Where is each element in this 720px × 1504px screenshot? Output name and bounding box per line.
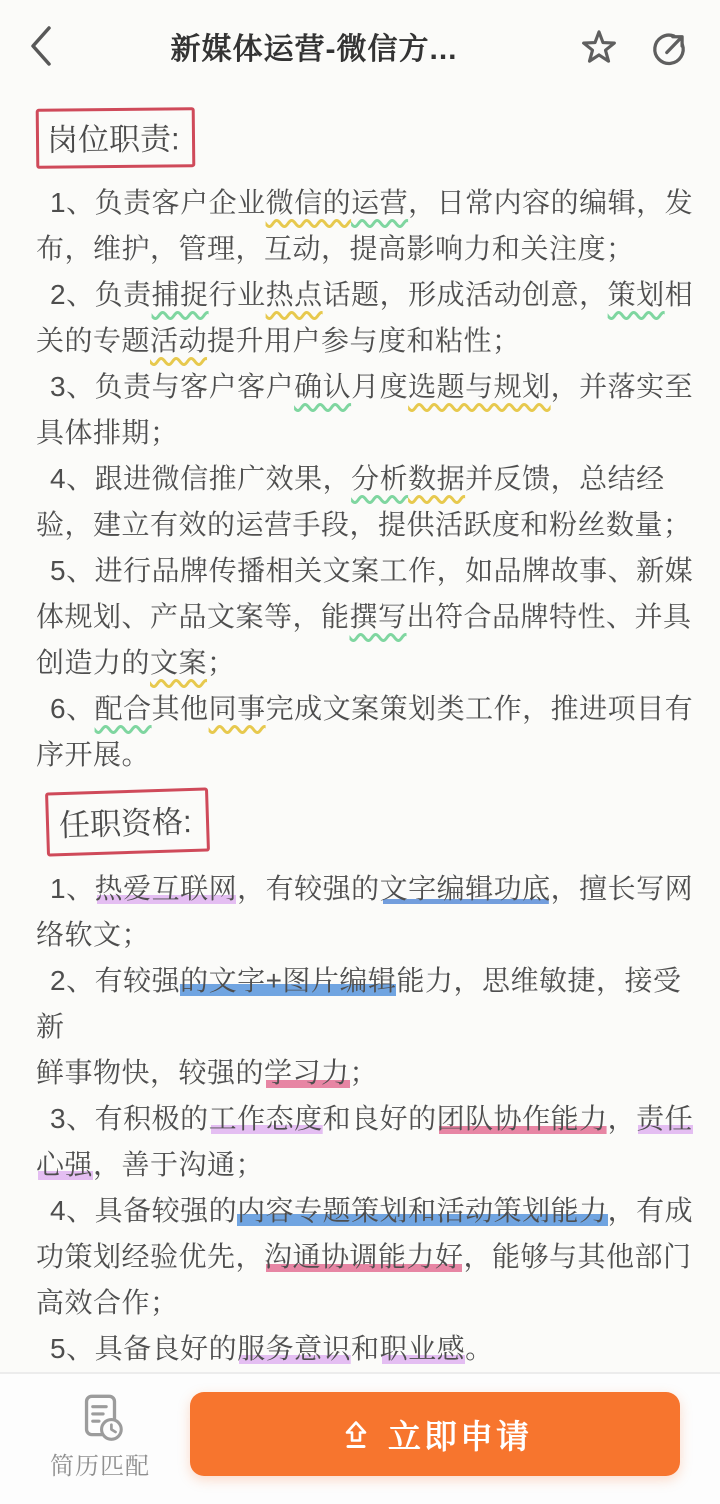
text-segment: 1、 bbox=[50, 873, 95, 904]
annotated-text-segment: 学习力 bbox=[264, 1057, 350, 1088]
text-segment: ，日常内容的编辑，发 bbox=[408, 187, 694, 218]
annotated-text-segment: 运营 bbox=[351, 187, 409, 218]
annotated-text-segment: 职业感 bbox=[379, 1333, 466, 1364]
text-segment: 2、负责 bbox=[50, 279, 152, 310]
jd-item bbox=[36, 548, 702, 686]
annotated-text-segment: 热点 bbox=[265, 279, 323, 310]
text-segment: ； bbox=[349, 1057, 379, 1088]
section-heading-row bbox=[36, 790, 702, 854]
annotated-text-segment: 活动 bbox=[150, 325, 208, 356]
jd-item bbox=[36, 1188, 702, 1326]
text-segment: 出符合品牌特性、并具 bbox=[406, 601, 692, 632]
annotated-text-segment: 服务意识 bbox=[237, 1333, 352, 1364]
text-segment: 相 bbox=[664, 279, 694, 310]
text-segment: 5、具备良好的 bbox=[50, 1333, 238, 1364]
annotated-text-segment: 文案 bbox=[150, 647, 208, 678]
annotated-text-segment: 文字编辑功底 bbox=[379, 873, 551, 904]
text-segment: ，能够与其他部门 bbox=[463, 1241, 692, 1272]
text-segment: ，并落实至 bbox=[550, 371, 694, 402]
annotated-text-segment: 撰写 bbox=[349, 601, 407, 632]
jd-item bbox=[36, 456, 702, 548]
text-segment: 3、负责与客户客户 bbox=[50, 371, 295, 402]
text-segment: 能力，思维敏捷，接受新 bbox=[36, 965, 682, 1042]
jd-section bbox=[36, 790, 702, 1372]
annotated-text-segment: 配合 bbox=[94, 693, 152, 724]
text-segment: 提升用户参与度和粘性； bbox=[207, 325, 521, 356]
text-segment: ，善于沟通； bbox=[93, 1149, 265, 1180]
text-segment: 高效合作； bbox=[36, 1287, 179, 1318]
share-refresh-icon bbox=[645, 22, 693, 70]
star-icon bbox=[576, 23, 622, 69]
jd-item bbox=[36, 1096, 702, 1188]
text-segment: 布，维护，管理，互动，提高影响力和关注度； bbox=[36, 233, 635, 264]
text-segment: 功策划经验优先， bbox=[36, 1241, 265, 1272]
section-heading: 岗位职责: bbox=[36, 107, 195, 169]
text-segment: 5、进行品牌传播相关文案工作，如品牌故事、新媒 bbox=[50, 555, 694, 586]
annotated-text-segment: 内容专题策划和活动策划能力 bbox=[237, 1195, 608, 1226]
annotated-text-segment: 微信的 bbox=[265, 187, 352, 218]
resume-match-button[interactable] bbox=[44, 1388, 156, 1481]
text-segment: 体规划、产品文案等，能 bbox=[36, 601, 350, 632]
page-title: 新媒体运营-微信方... bbox=[170, 33, 458, 66]
bottom-action-bar bbox=[0, 1372, 720, 1504]
text-segment: 4、具备较强的 bbox=[50, 1195, 238, 1226]
text-segment: 创造力的 bbox=[36, 647, 151, 678]
jd-item bbox=[36, 364, 702, 456]
resume-clock-icon bbox=[71, 1388, 129, 1446]
text-segment: 4、跟进微信推广效果， bbox=[50, 463, 352, 494]
annotated-text-segment: 确认 bbox=[294, 371, 352, 402]
jd-item bbox=[36, 180, 702, 272]
text-segment: 验，建立有效的运营手段，提供活跃度和粉丝数量； bbox=[36, 509, 692, 540]
resume-match-label: 简历匹配 bbox=[50, 1452, 150, 1480]
jd-item bbox=[36, 272, 702, 364]
jd-item bbox=[36, 1326, 702, 1372]
text-segment: 3、有积极的 bbox=[50, 1103, 209, 1134]
text-segment: 完成文案策划类工作，推进项目有 bbox=[265, 693, 694, 724]
annotated-text-segment: 热爱互联网 bbox=[94, 873, 238, 904]
text-segment: 络软文； bbox=[36, 919, 151, 950]
job-description-scroll[interactable] bbox=[0, 92, 720, 1372]
annotated-text-segment: 同事 bbox=[208, 693, 266, 724]
jd-item bbox=[36, 686, 702, 778]
jd-item bbox=[36, 866, 702, 958]
section-heading: 任职资格: bbox=[45, 787, 210, 856]
annotated-text-segment: 沟通协调能力好 bbox=[264, 1241, 464, 1272]
annotated-text-segment: 心强 bbox=[36, 1149, 94, 1180]
text-segment: 月度 bbox=[351, 371, 409, 402]
share-button[interactable] bbox=[642, 19, 696, 73]
text-segment: ，擅长写网 bbox=[550, 873, 694, 904]
annotated-text-segment: 工作态度 bbox=[208, 1103, 323, 1134]
text-segment: 话题，形成活动创意， bbox=[322, 279, 608, 310]
annotated-text-segment: 的文字+图片编辑 bbox=[180, 965, 397, 996]
annotated-text-segment: 选题与规划 bbox=[408, 371, 551, 402]
text-segment: ， bbox=[607, 1103, 637, 1134]
annotated-text-segment: 策划 bbox=[607, 279, 665, 310]
annotated-text-segment: 捕捉 bbox=[151, 279, 209, 310]
text-segment: 具体排期； bbox=[36, 417, 179, 448]
text-segment: ，有较强的 bbox=[237, 873, 380, 904]
jd-section bbox=[36, 108, 702, 778]
annotated-text-segment: 数据 bbox=[408, 463, 466, 494]
text-segment: 鲜事物快，较强的 bbox=[36, 1057, 265, 1088]
text-segment: 行业 bbox=[208, 279, 266, 310]
text-segment: 序开展。 bbox=[36, 739, 151, 770]
text-segment: ，有成 bbox=[607, 1195, 694, 1226]
apply-button-label: 立即申请 bbox=[388, 1417, 532, 1455]
apply-now-button[interactable] bbox=[190, 1392, 680, 1476]
upload-arrow-icon bbox=[338, 1416, 374, 1452]
text-segment: 和 bbox=[351, 1333, 380, 1364]
text-segment: ； bbox=[207, 647, 236, 678]
annotated-text-segment: 分析 bbox=[351, 463, 409, 494]
back-button[interactable] bbox=[24, 18, 72, 74]
text-segment: 和良好的 bbox=[322, 1103, 437, 1134]
text-segment: 并反馈，总结经 bbox=[465, 463, 665, 494]
jd-item bbox=[36, 958, 702, 1096]
favorite-button[interactable] bbox=[572, 19, 626, 73]
annotated-text-segment: 责任 bbox=[636, 1103, 694, 1134]
text-segment: 6、 bbox=[50, 693, 95, 724]
header-bar bbox=[0, 0, 720, 92]
text-segment: 1、负责客户企业 bbox=[50, 187, 266, 218]
text-segment: 2、有较强 bbox=[50, 965, 181, 996]
section-heading-row bbox=[36, 108, 702, 168]
chevron-left-icon bbox=[24, 21, 58, 71]
text-segment: 。 bbox=[465, 1333, 494, 1364]
annotated-text-segment: 团队协作能力 bbox=[436, 1103, 608, 1134]
text-segment: 其他 bbox=[151, 693, 209, 724]
text-segment: 关的专题 bbox=[36, 325, 151, 356]
